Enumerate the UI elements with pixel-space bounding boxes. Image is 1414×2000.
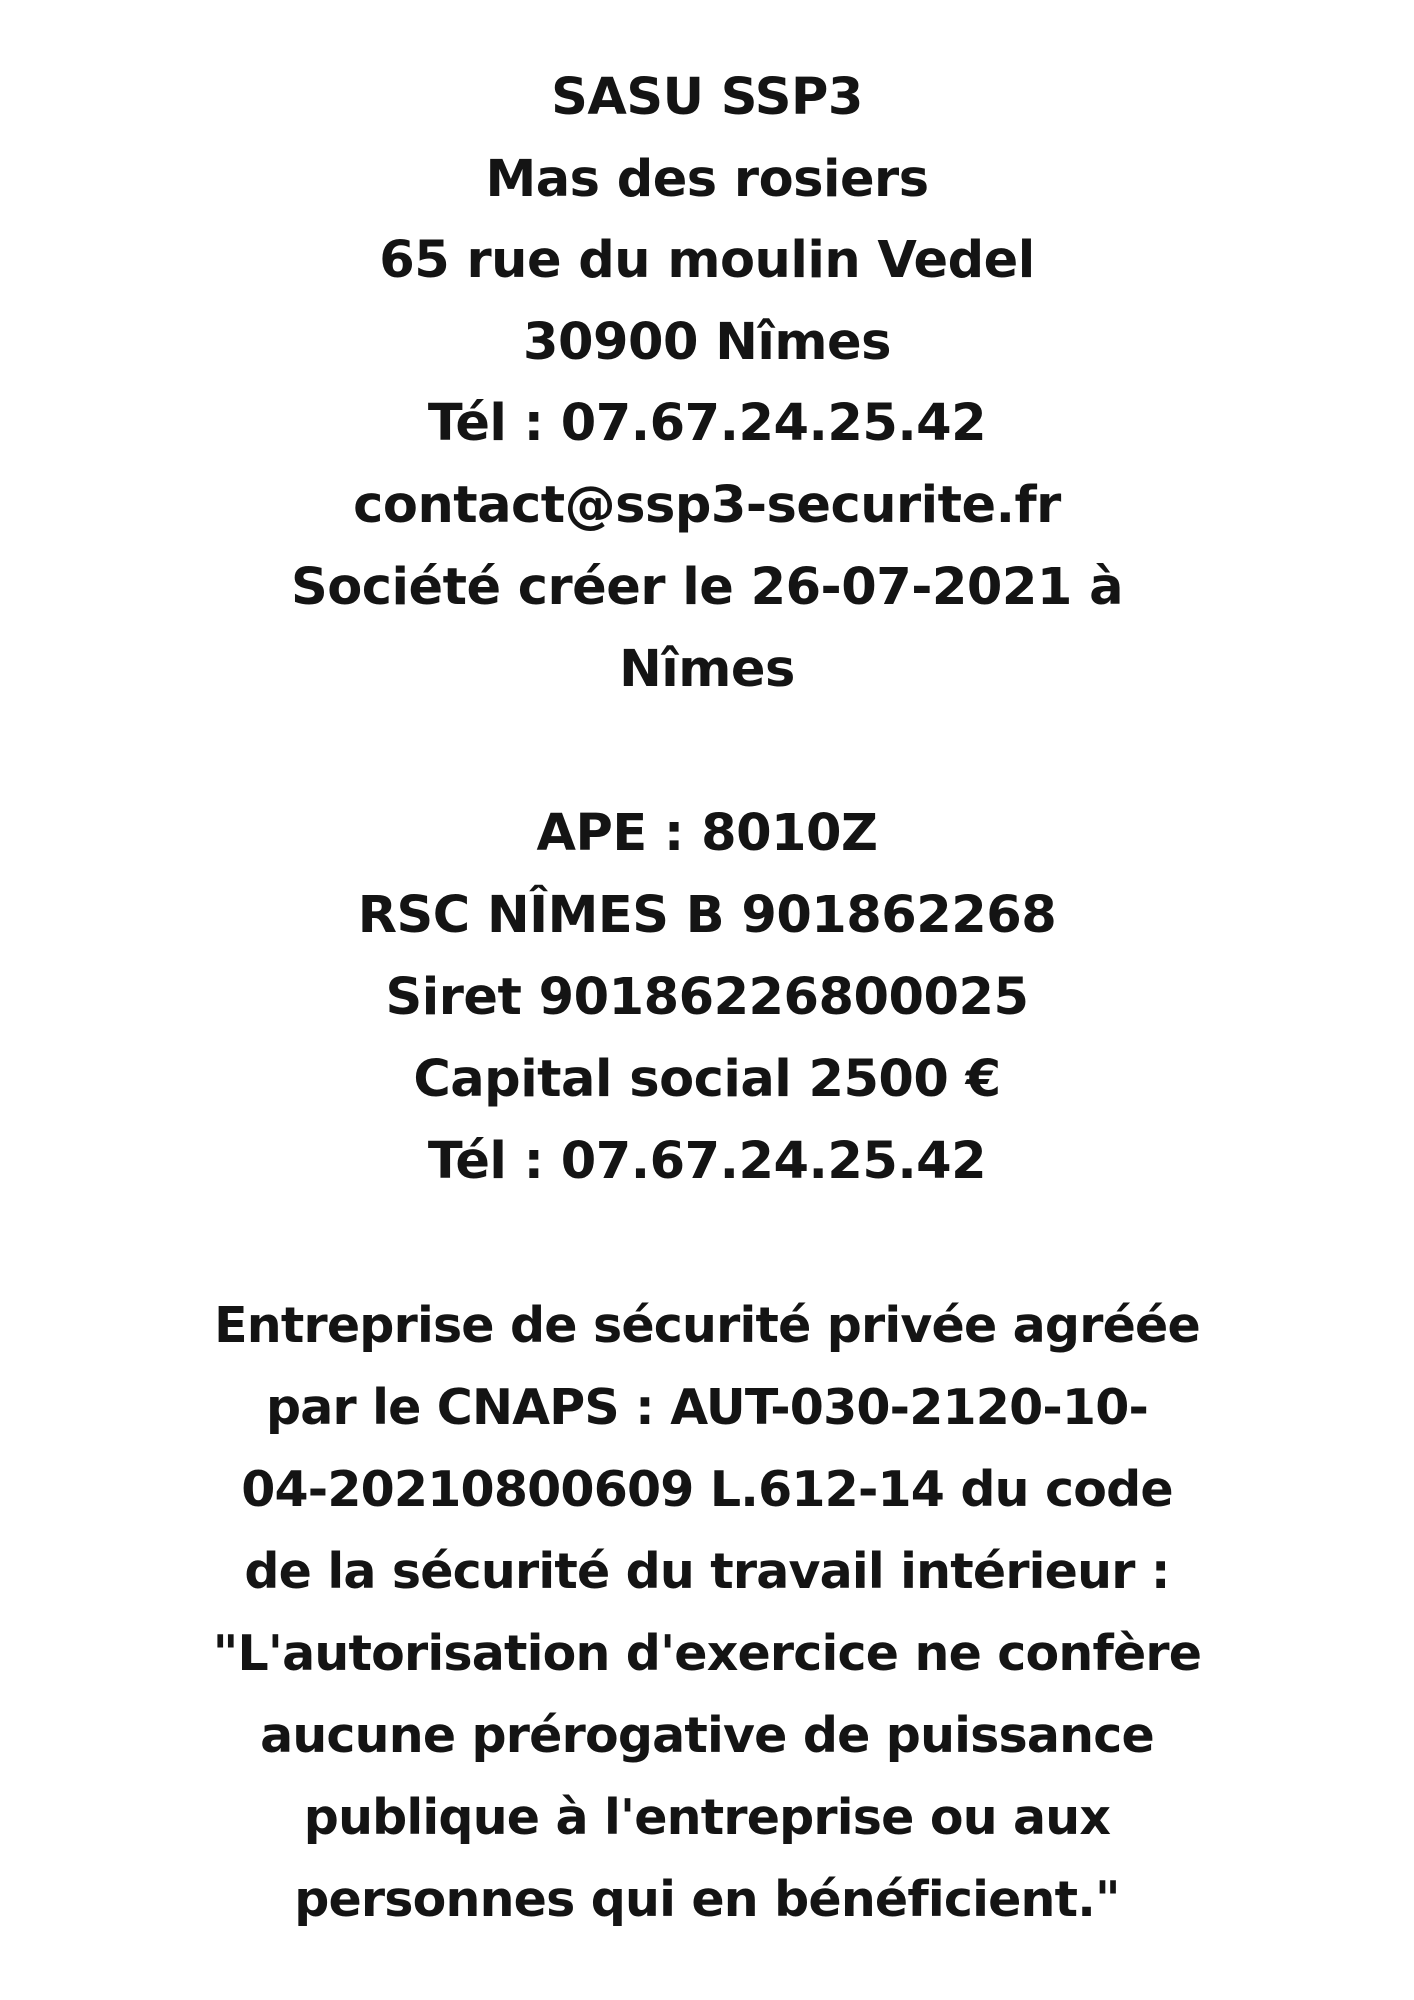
company-created-line-1: Société créer le 26-07-2021 à xyxy=(291,558,1123,617)
legal-rcs: RSC NÎMES B 901862268 xyxy=(357,886,1057,945)
authorization-line: personnes qui en bénéficient." xyxy=(294,1871,1120,1928)
company-created-line-2: Nîmes xyxy=(619,640,795,699)
authorization-line: par le CNAPS : AUT-030-2120-10- xyxy=(265,1379,1149,1436)
legal-siret: Siret 90186226800025 xyxy=(385,968,1029,1027)
authorization-line: aucune prérogative de puissance xyxy=(260,1707,1154,1764)
authorization-line: "L'autorisation d'exercice ne confère xyxy=(212,1625,1202,1682)
company-email: contact@ssp3-securite.fr xyxy=(353,476,1061,535)
authorization-line: 04-20210800609 L.612-14 du code xyxy=(241,1461,1173,1518)
legal-ape: APE : 8010Z xyxy=(536,804,878,863)
company-city: 30900 Nîmes xyxy=(523,313,891,372)
company-street: 65 rue du moulin Vedel xyxy=(379,231,1035,290)
legal-phone: Tél : 07.67.24.25.42 xyxy=(427,1132,987,1191)
authorization-line: publique à l'entreprise ou aux xyxy=(303,1789,1111,1846)
authorization-line: Entreprise de sécurité privée agréée xyxy=(214,1297,1200,1354)
company-building: Mas des rosiers xyxy=(485,150,929,209)
company-name: SASU SSP3 xyxy=(551,68,863,127)
company-phone: Tél : 07.67.24.25.42 xyxy=(427,394,987,453)
legal-capital: Capital social 2500 € xyxy=(413,1050,1001,1109)
authorization-line: de la sécurité du travail intérieur : xyxy=(244,1543,1170,1600)
